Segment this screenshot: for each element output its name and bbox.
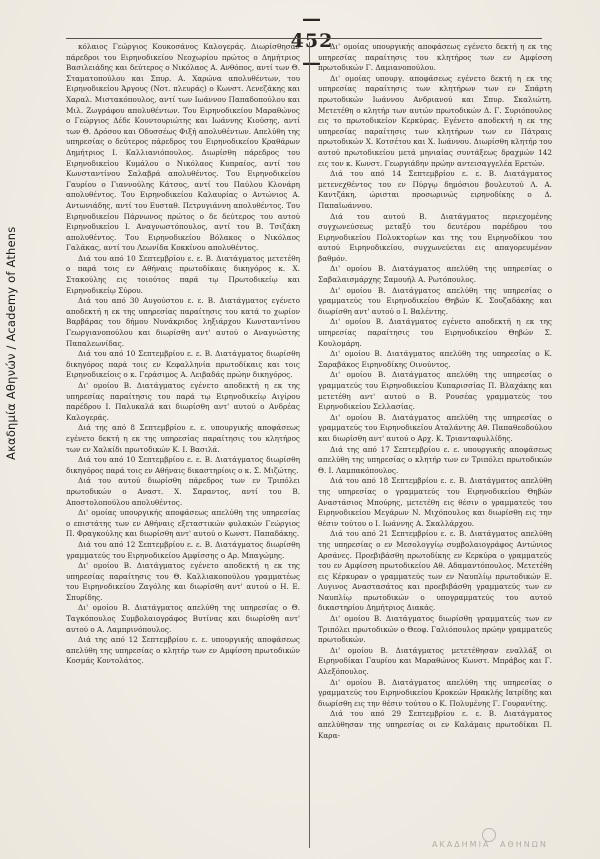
right-paragraph-4: Διά του αυτού Β. Διατάγματος περιεχομένης συγχωνεύσεως μεταξύ του δευτέρου παρέδρου του Ειρηνοδικείου Πολυκτορίων και της του Ειρηνοδίκου του αυτού Ειρηνοδικείου, συγχωνεύεται εις απαγορευμένον βαθμόν. [318,211,552,263]
left-paragraph-5: Δι' ομοίου Β. Διατάγματος εγένετο αποδεκτή η εκ της υπηρεσίας παραίτησις του παρά τῳ Ειρηνοδικείῳ Αιγίρου παρέδρου Ι. Παλυκαλά και διωρίσθη αντ' αυτού ο Ανδρέας Καλογεράς. [66,381,300,422]
archive-sidebar-label: Ακαδημία Αθηνών / Academy of Athens [4,226,18,460]
stamp-right-word: ΑΘΗΝΩΝ [500,840,548,849]
right-paragraph-3: Διά του από 14 Σεπτεμβρίου ε. ε. Β. Διατάγματος μετενεχθέντος του εν Πύργῳ δημόσιου βουλευτού Λ. Α. Καντζάκη, ώρισται προσωρινώς ειρηνοδίκης ο Δ. Παπαϊωάννου. [318,169,552,210]
right-paragraph-12: Διά του από 18 Σεπτεμβρίου ε. ε. Β. Διατάγματος απελύθη της υπηρεσίας ο γραμματεύς του Ειρηνοδικείου Θηβών Αναστάσιος Μπούρης, μετετέθη εις θέσιν ο γραμματεύς του Ειρηνοδικείου Μεγάρων Ν. Μιχόπουλος και διωρίσθη εις την θέσιν τούτου ο Ι. Ιωάννης Α. Σκαλλάρχου. [318,476,552,528]
left-paragraph-6: Διά της από 8 Σεπτεμβρίου ε. ε. υπουργικής αποφάσεως εγένετο δεκτή η εκ της υπηρεσίας παραίτησις του κλητήρος των εν Χαλκίδι πρωτοδικών Κ. Ι. Βασιλά. [66,423,300,454]
left-paragraph-11: Δι' ομοίου Β. Διατάγματος εγένετο αποδεκτή η εκ της υπηρεσίας παραίτησις του Θ. Καλλιακοπούλου γραμματέως του Ειρηνοδικείου Ζαγόλης και διωρίσθη αντ' αυτού ο Η. Ε. Σπυρίδης. [66,561,300,602]
right-column [318,42,552,741]
left-paragraph-10: Διά του από 12 Σεπτεμβρίου ε. ε. Β. Διατάγματος διωρίσθη γραμματεύς του Ειρηνοδικείου Αμφίσσης ο Αρ. Μπαγώμης. [66,539,300,560]
column-divider [309,42,310,848]
right-paragraph-7: Δι' ομοίου Β. Διατάγματος εγένετο αποδεκτή η εκ της υπηρεσίας παραίτησις του Ειρηνοδικείου Θηβών Σ. Κουλομάρη. [318,317,552,348]
stamp-left-word: ΑΚΑΔΗΜΙΑ [432,840,491,849]
left-column [66,42,300,667]
right-paragraph-10: Δι' ομοίου Β. Διατάγματος απελύθη της υπηρεσίας ο γραμματεύς του Ειρηνοδικείου Αταλάντης Αθ. Παπαθεοδούλου και διωρίσθη αντ' αυτού ο Αρχ. Κ. Τριανταφυλλίδης. [318,412,552,443]
left-paragraph-8: Διά του αυτού διωρίσθη πάρεδρος των εν Τριπόλει πρωτοδικών ο Αναστ. Χ. Σαραντος, αντί του Β. Αποστολοπούλου απολυθέντος. [66,476,300,507]
left-paragraph-13: Διά της από 12 Σεπτεμβρίου ε. ε. υπουργικής αποφάσεως απελύθη της υπηρεσίας ο κλητήρ των εν Αμφίσση πρωτοδικών Κοσμάς Κοντολάτος. [66,635,300,666]
right-paragraph-8: Δι' ομοίου Β. Διατάγματος απελύθη της υπηρεσίας ο Κ. Σαραβάκος Ειρηνοδίκης Οινούντος. [318,349,552,369]
right-paragraph-17: Διά του από 29 Σεπτεμβρίου ε. ε. Β. Διατάγματος απελύθησαν της υπηρεσίας οι εν Καλάμαις πρωτοδίκαι Π. Καρα- [318,709,552,740]
right-paragraph-14: Δι' ομοίου Β. Διατάγματος διωρίσθη γραμματεύς των εν Τριπόλει πρωτοδικών ο Θεοφ. Γαλιόπουλος πρώην γραμματεύς πρωτοδικών. [318,614,552,645]
right-paragraph-2: Δι' ομοίας υπουργ. αποφάσεως εγένετο δεκτή η εκ της υπηρεσίας παραίτησις των κλητήρων των εν Σπάρτη πρωτοδικών Ιωάννου Ανδριανού και Σπυρ. Σκαλιώτη. Μετετέθη ο κλητήρ των αυτών πρωτοδικών Δ. Γ. Συριόπουλος εις το πρωτοδικείον Κερκύρας. Εγένετο αποδεκτή η εκ της υπηρεσίας παραίτησις των κλητήρων των εν Πάτραις πρωτοδικών Χ. Κοτσέτου και Χ. Ιωάννου. Διωρίσθη κλητήρ του αυτού πρωτοδικείου μετά μηνιαίας συντάξεως δραχμών 142 εις τον κ. Κωνστ. Γεωργιάδην πρώην αντεισαγγελέα Ερετών. [318,73,552,168]
right-paragraph-13: Διά του από 21 Σεπτεμβρίου ε. ε. Β. Διατάγματος απελύθη της υπηρεσίας ο εν Μεσολογγίῳ συμβολαιογράφος Αντώνιος Αρσάνες. Προεβιβάσθη πρωτοδίκης εν Κερκύρα ο γραμματεύς του εν Αμφίσση πρωτοδικείου Αθ. Αδαμαντόπουλος. Μετετέθη εις Κέρκυραν ο γραμματεύς των εν Ναυπλίῳ πρωτοδικών Ε. Λυγινος Αναστασάτος και προεβιβάσθη γραμματεύς των εν Ναυπλίῳ πρωτοδικών ο υπογραμματεύς του αυτού δικαστηρίου Δημήτριος Διακάς. [318,529,552,613]
right-paragraph-6: Δι' ομοίου Β. Διατάγματος απελύθη της υπηρεσίας ο γραμματεύς του Ειρηνοδικείου Θηβών Κ. Σουζαδάκης και διωρίσθη αντ' αυτού ο Ι. Βαλέντης. [318,285,552,316]
right-paragraph-1: Δι' ομοίας υπουργικής αποφάσεως εγένετο δεκτή η εκ της υπηρεσίας παραίτησις του κλητήρος των εν Αμφίσση πρωτοδικών Γ. Δαμιανοπούλου. [318,42,552,73]
right-paragraph-16: Δι' ομοίου Β. Διατάγματος απελύθη της υπηρεσίας ο γραμματεύς του Ειρηνοδικείου Κροκεών Ηρακλής Ιατρίδης και διωρίσθη εις την θέσιν τούτου ο Κ. Πολυμένης Γ. Γουρανίτης. [318,677,552,708]
left-paragraph-4: Διά του από 10 Σεπτεμβρίου ε. ε. Β. Διατάγματος διωρίσθη δικηγόρος παρά τοις εν Κεφαλληνία πρωτοδίκαις και τοις Ειρηνοδικείοις ο κ. Γεράσιμος Α. Λειβαδάς πρώην δικηγόρος. [66,349,300,380]
right-paragraph-15: Δι' ομοίου Β. Διατάγματος μετετέθησαν εναλλάξ οι Ειρηνοδίκαι Γαυρίου και Μαραθώνος Κωνστ. Μπράβος και Γ. Αλεξόπουλος. [318,645,552,677]
left-paragraph-3: Διά του από 30 Αυγούστου ε. ε. Β. Διατάγματος εγένετο αποδεκτή η εκ της υπηρεσίας παραίτησις του κατά το χωρίον Βαρβάρας του δήμου Νυνάκριδος ληξιάρχου Κωνσταντίνου Γεωργιανοπούλου και διωρίσθη αντ' αυτού ο Αναγνώστης Παπαλεωνίδας. [66,296,300,348]
left-paragraph-12: Δι' ομοίου Β. Διατάγματος απελύθη της υπηρεσίας ο Θ. Ταγκόπουλος Συμβολαιογράφος Βυτίνας και διωρίσθη αντ' αυτού ο Α. Λαμπρινόπουλος. [66,603,300,634]
left-paragraph-1: κόλαιος Γεώργιος Κουκοσάνος Καλογεράς. Διωρίσθησαν πάρεδροι του Ειρηνοδικείου Νεοχωρίου πρώτος ο Δημήτριος Βασιλειάδης και δεύτερος ο Νικόλαος Α. Ανθόπος, αντί των Θ. Σταματοπούλου και Σπυρ. Α. Χαρώνα απολυθέντων, του Ειρηνοδικείου Άργους (Νοτ. πλευράς) ο Κωνστ. Λενεζάκης και Χαραλ. Μιστακόπουλος, αντί των Ιωάννου Παπαδοπούλου και Μιλ. Ζωγράφου απολυθέντων. Του Ειρηνοδικείου Μαραθώνος ο Γεώργιος Δέδε Κουντουριώτης και Ιωάννης Κιούσης, αντί των Θ. Δρόσου και Οδυσσέως Φιξή απολυθέντων. Απελύθη της υπηρεσίας ο δεύτερος πάρεδρος του Ειρηνοδικείου Κραθάρων Δημήτριος Ι. Καλλιανιόπουλος. Διωρίσθη πάρεδρος του Ειρηνοδικείου Κυμάλου ο Νικόλαος Κυπραίος, αντί του Κωνσταντίνου Σαλαβρά απολυθέντος. Του Ειρηνοδικείου Γαυρίου ο Γιαννούλης Κάτσος, αντί του Παύλου Κλονάρη απολυθέντος. Του Ειρηνοδικείου Καλαυρίας ο Αντώνιος Α. Αντωνιάδης, αντί του Ευσταθ. Πετρυγιάννη απολυθέντος. Του Ειρηνοδικείου Πάρνωνος πρώτος ο δε δεύτερος του αυτού Ειρηνοδικείου Ι. Αναγνωστόπουλος, αντί του Β. Τσιζάκη απολυθέντος. Του Ειρηνοδικείου Βόλακος ο Νικόλαος Γαλάκας, αντί του Λεωνίδα Κοκκίνου απολυθέντος. [66,42,300,253]
right-paragraph-9: Δι' ομοίου Β. Διατάγματος απελύθη της υπηρεσίας ο γραμματεύς του Ειρηνοδικείου Κυπαρισσίας Π. Βλαχάκης και μετετέθη αντ' αυτού ο Β. Ρουσέας γραμματεύς του Ειρηνοδικείου Σελλασίας. [318,370,552,412]
left-paragraph-7: Διά του από 10 Σεπτεμβρίου ε. ε. Β. Διατάγματος διωρίσθη δικηγόρος παρά τοις εν Αθήναις δικαστηρίοις ο κ. Σ. Μιζώτης. [66,455,300,475]
header-rule [66,38,542,39]
right-paragraph-11: Διά της από 17 Σεπτεμβρίου ε. ε. υπουργικής αποφάσεως απελύθη της υπηρεσίας ο κλητήρ των εν Τριπόλει πρωτοδικών Θ. Ι. Λαμπακόπουλος. [318,444,552,475]
page-number: — 452 — [290,8,334,74]
academy-stamp [420,826,570,854]
right-paragraph-5: Δι' ομοίου Β. Διατάγματος απελύθη της υπηρεσίας ο Σαβαλαισμάρχης Σαμουήλ Α. Ρωτόπουλος. [318,264,552,285]
left-paragraph-2: Διά του από 10 Σεπτεμβρίου ε. ε. Β. Διατάγματος μετετέθη ο παρά τοις εν Αθήναις πρωτοδίκαις δικηγόρος κ. Χ. Στακούλης εις τοιούτος παρά τῳ Πρωτοδικείῳ και Ειρηνοδικείῳ Σύρου. [66,253,300,295]
left-paragraph-9: Δι' ομοίας υπουργικής αποφάσεως απελύθη της υπηρεσίας ο επιστάτης των εν Αθήναις εξεταστικών φυλακών Γεώργιος Π. Φραγκούλης και διωρίσθη αντ' αυτού ο Κωνστ. Παπαδάκης. [66,508,300,539]
